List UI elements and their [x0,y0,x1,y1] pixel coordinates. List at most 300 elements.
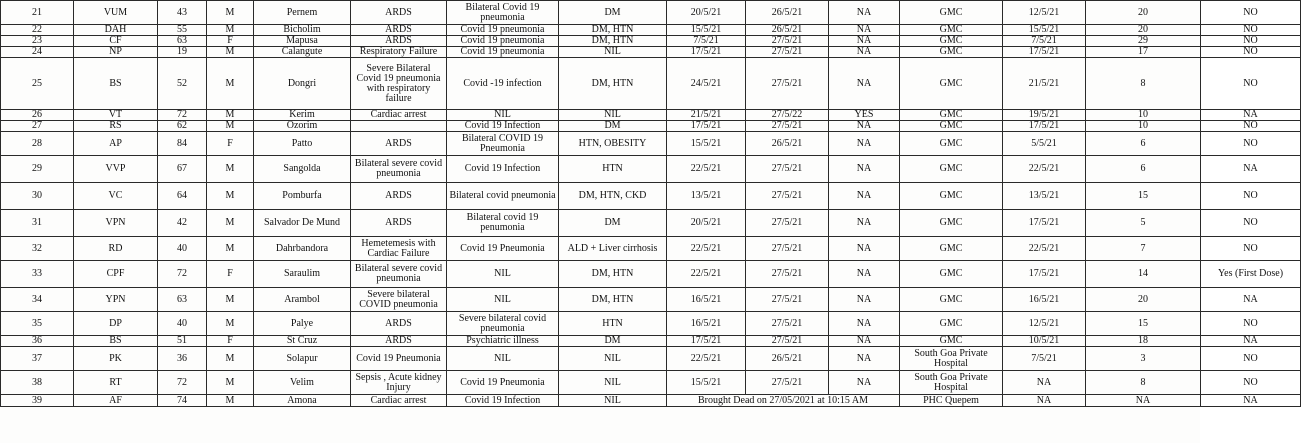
table-cell: F [207,336,254,347]
table-cell: NA [1086,395,1201,407]
table-cell: NO [1201,58,1301,110]
table-cell: 27/5/21 [746,183,829,210]
table-cell: 19 [158,47,207,58]
table-cell: NO [1201,25,1301,36]
table-cell: 30 [1,183,74,210]
table-cell: 27/5/21 [746,156,829,183]
table-cell: 17/5/21 [1003,47,1086,58]
table-cell: Arambol [254,288,351,312]
table-cell: Bilateral severe covid pneumonia [351,261,447,288]
table-cell: Amona [254,395,351,407]
table-cell: NO [1201,1,1301,25]
table-cell: Bilateral Covid 19 pneumonia [447,1,559,25]
table-cell: 22/5/21 [667,237,746,261]
table-cell: GMC [900,47,1003,58]
table-cell: GMC [900,25,1003,36]
table-cell: 34 [1,288,74,312]
table-cell: 26/5/21 [746,347,829,371]
table-cell: 3 [1086,347,1201,371]
table-row [1,156,1301,183]
table-cell: 74 [158,395,207,407]
table-cell: 27/5/21 [746,237,829,261]
table-cell: 37 [1,347,74,371]
table-row [1,110,1301,121]
table-cell: DM, HTN [559,261,667,288]
table-cell: 12/5/21 [1003,312,1086,336]
table-cell: NA [1201,156,1301,183]
table-cell: Salvador De Mund [254,210,351,237]
table-cell: 21/5/21 [1003,58,1086,110]
table-cell: 15/5/21 [1003,25,1086,36]
table-cell: NO [1201,47,1301,58]
table-cell: NA [829,210,900,237]
table-cell: GMC [900,36,1003,47]
table-cell: 21 [1,1,74,25]
table-cell: NO [1201,371,1301,395]
table-cell: ARDS [351,25,447,36]
table-cell: VC [74,183,158,210]
table-cell: ALD + Liver cirrhosis [559,237,667,261]
table-cell: 52 [158,58,207,110]
table-body [1,1,1301,407]
table-cell: 72 [158,110,207,121]
table-cell: YPN [74,288,158,312]
table-cell: 6 [1086,132,1201,156]
table-cell: 7/5/21 [667,36,746,47]
table-cell: 43 [158,1,207,25]
table-cell: Pomburfa [254,183,351,210]
table-cell: 6 [1086,156,1201,183]
table-cell: 20/5/21 [667,1,746,25]
table-cell: 32 [1,237,74,261]
table-cell: Pernem [254,1,351,25]
table-cell: DM [559,210,667,237]
table-cell: Psychiatric illness [447,336,559,347]
table-cell: NA [829,121,900,132]
table-cell: GMC [900,336,1003,347]
table-cell: VVP [74,156,158,183]
table-cell: GMC [900,58,1003,110]
table-cell: 42 [158,210,207,237]
table-cell: ARDS [351,312,447,336]
table-cell: 29 [1086,36,1201,47]
table-cell: 20 [1086,288,1201,312]
table-cell: 26/5/21 [746,1,829,25]
table-cell: 17/5/21 [667,47,746,58]
table-cell: NA [1201,110,1301,121]
table-cell: St Cruz [254,336,351,347]
table-cell: 10 [1086,121,1201,132]
table-cell: Respiratory Failure [351,47,447,58]
table-cell: NA [829,288,900,312]
table-cell: Dahrbandora [254,237,351,261]
table-cell: RS [74,121,158,132]
table-cell: 72 [158,261,207,288]
table-row [1,183,1301,210]
table-cell: 15 [1086,312,1201,336]
table-cell: RD [74,237,158,261]
table-cell: 17/5/21 [667,336,746,347]
table-cell: NA [829,1,900,25]
table-row [1,36,1301,47]
table-cell: Sangolda [254,156,351,183]
table-cell: 40 [158,237,207,261]
table-cell: 15/5/21 [667,25,746,36]
table-cell: 5/5/21 [1003,132,1086,156]
table-cell: DM [559,1,667,25]
table-cell: Covid 19 pneumonia [447,47,559,58]
table-cell: NA [829,25,900,36]
table-cell: 7 [1086,237,1201,261]
table-cell: 17 [1086,47,1201,58]
table-cell: 33 [1,261,74,288]
table-cell: NA [829,371,900,395]
table-row [1,347,1301,371]
table-cell: Dongri [254,58,351,110]
table-cell: ARDS [351,210,447,237]
table-row [1,132,1301,156]
table-cell: South Goa Private Hospital [900,371,1003,395]
table-cell: F [207,132,254,156]
table-cell: 51 [158,336,207,347]
table-cell: DP [74,312,158,336]
table-cell: YES [829,110,900,121]
table-cell: NO [1201,121,1301,132]
table-cell: Covid 19 Infection [447,121,559,132]
table-cell: 7/5/21 [1003,36,1086,47]
table-row [1,237,1301,261]
table-cell: VT [74,110,158,121]
table-cell: Ozorim [254,121,351,132]
table-row [1,121,1301,132]
table-cell: ARDS [351,336,447,347]
table-row [1,395,1301,407]
table-cell: DM, HTN [559,25,667,36]
table-cell: GMC [900,110,1003,121]
table-cell: GMC [900,288,1003,312]
table-cell: NA [829,336,900,347]
table-cell: 17/5/21 [1003,261,1086,288]
table-cell: 27/5/21 [746,36,829,47]
table-cell: 22/5/21 [667,261,746,288]
table-cell: 20/5/21 [667,210,746,237]
table-cell: Covid 19 Infection [447,156,559,183]
table-cell: 10/5/21 [1003,336,1086,347]
table-cell: 22/5/21 [1003,237,1086,261]
table-cell: 26/5/21 [746,25,829,36]
table-cell: Saraulim [254,261,351,288]
table-cell: Covid 19 Infection [447,395,559,407]
table-cell: Covid 19 pneumonia [447,36,559,47]
table-row [1,58,1301,110]
table-row [1,210,1301,237]
table-cell: 24/5/21 [667,58,746,110]
table-cell: NA [829,156,900,183]
table-cell: 63 [158,288,207,312]
table-cell: ARDS [351,183,447,210]
table-cell: NIL [559,371,667,395]
table-cell: GMC [900,183,1003,210]
table-cell: Severe bilateral COVID pneumonia [351,288,447,312]
table-cell: ARDS [351,132,447,156]
table-cell: GMC [900,312,1003,336]
table-cell: NO [1201,183,1301,210]
table-row [1,47,1301,58]
table-cell: GMC [900,156,1003,183]
table-cell: M [207,110,254,121]
table-cell: 22/5/21 [667,347,746,371]
table-cell: NA [1003,395,1086,407]
table-cell: NIL [447,288,559,312]
table-cell: NA [829,58,900,110]
table-cell: NO [1201,347,1301,371]
table-cell: Covid 19 Pneumonia [447,237,559,261]
table-cell: 27/5/21 [746,210,829,237]
table-cell: 16/5/21 [667,288,746,312]
table-cell: 84 [158,132,207,156]
table-cell: DM, HTN, CKD [559,183,667,210]
table-cell: Covid 19 Pneumonia [351,347,447,371]
table-cell: NO [1201,36,1301,47]
table-cell: DM [559,121,667,132]
table-cell: 25 [1,58,74,110]
table-cell: Bicholim [254,25,351,36]
table-cell: NIL [559,110,667,121]
table-cell: 27/5/21 [746,336,829,347]
table-cell: VUM [74,1,158,25]
table-cell: 67 [158,156,207,183]
table-cell: 8 [1086,371,1201,395]
table-cell: Brought Dead on 27/05/2021 at 10:15 AM [667,395,900,407]
table-cell: M [207,210,254,237]
table-cell: NIL [559,395,667,407]
table-cell: NO [1201,210,1301,237]
table-cell: Patto [254,132,351,156]
table-cell: NO [1201,312,1301,336]
table-cell: Solapur [254,347,351,371]
table-cell: NIL [447,110,559,121]
table-cell: 7/5/21 [1003,347,1086,371]
table-cell: CPF [74,261,158,288]
table-cell: M [207,288,254,312]
table-row [1,1,1301,25]
table-cell: 20 [1086,25,1201,36]
table-cell: F [207,261,254,288]
table-cell: 13/5/21 [667,183,746,210]
table-cell: AP [74,132,158,156]
table-cell: HTN, OBESITY [559,132,667,156]
table-cell: 16/5/21 [667,312,746,336]
table-cell: DM [559,336,667,347]
table-cell: Velim [254,371,351,395]
table-cell: BS [74,58,158,110]
table-cell: 40 [158,312,207,336]
table-cell: NA [829,47,900,58]
table-row [1,261,1301,288]
table-cell: CF [74,36,158,47]
table-cell: DAH [74,25,158,36]
table-cell: DM, HTN [559,58,667,110]
table-cell: GMC [900,132,1003,156]
table-cell: HTN [559,156,667,183]
table-cell: 35 [1,312,74,336]
table-cell: 27/5/21 [746,121,829,132]
table-cell: VPN [74,210,158,237]
table-cell: M [207,347,254,371]
table-cell: NO [1201,237,1301,261]
table-cell: BS [74,336,158,347]
table-cell: Hemetemesis with Cardiac Failure [351,237,447,261]
table-cell: Covid 19 Pneumonia [447,371,559,395]
table-cell: GMC [900,210,1003,237]
table-cell: Covid -19 infection [447,58,559,110]
table-cell: M [207,395,254,407]
table-cell: 16/5/21 [1003,288,1086,312]
table-row [1,336,1301,347]
table-cell: 27/5/21 [746,47,829,58]
table-cell: Severe Bilateral Covid 19 pneumonia with respiratory failure [351,58,447,110]
table-cell: NA [829,183,900,210]
table-cell: PK [74,347,158,371]
table-cell: M [207,121,254,132]
table-cell: Bilateral COVID 19 Pneumonia [447,132,559,156]
table-cell: Covid 19 pneumonia [447,25,559,36]
table-cell: M [207,312,254,336]
table-cell: South Goa Private Hospital [900,347,1003,371]
table-cell: 15 [1086,183,1201,210]
table-cell: DM, HTN [559,288,667,312]
table-cell: 22/5/21 [1003,156,1086,183]
table-cell: Sepsis , Acute kidney Injury [351,371,447,395]
table-cell: M [207,58,254,110]
table-cell: NA [1201,336,1301,347]
table-row [1,25,1301,36]
table-cell: 22/5/21 [667,156,746,183]
table-cell: PHC Quepem [900,395,1003,407]
table-cell: 17/5/21 [667,121,746,132]
table-cell: NIL [447,347,559,371]
table-cell: 21/5/21 [667,110,746,121]
table-cell: F [207,36,254,47]
table-cell: 64 [158,183,207,210]
table-cell: Calangute [254,47,351,58]
table-cell: 20 [1086,1,1201,25]
table-cell: 63 [158,36,207,47]
table-cell: 26/5/21 [746,132,829,156]
table-cell: 27/5/21 [746,58,829,110]
table-cell: Palye [254,312,351,336]
table-cell: 55 [158,25,207,36]
table-cell: 22 [1,25,74,36]
table-cell: RT [74,371,158,395]
table-cell: 27/5/21 [746,371,829,395]
table-cell: NA [829,347,900,371]
table-cell: M [207,25,254,36]
table-cell: NA [829,261,900,288]
table-cell: Bilateral covid 19 penumonia [447,210,559,237]
table-cell: 19/5/21 [1003,110,1086,121]
table-cell: NA [1201,288,1301,312]
table-cell: 29 [1,156,74,183]
table-cell: 24 [1,47,74,58]
table-cell: 15/5/21 [667,132,746,156]
table-cell: AF [74,395,158,407]
table-cell: 17/5/21 [1003,121,1086,132]
table-cell: M [207,371,254,395]
table-cell: M [207,156,254,183]
table-cell: 15/5/21 [667,371,746,395]
table-cell: Yes (First Dose) [1201,261,1301,288]
table-cell: 36 [158,347,207,371]
table-cell: NA [1201,395,1301,407]
table-cell: 23 [1,36,74,47]
table-row [1,371,1301,395]
table-cell: 12/5/21 [1003,1,1086,25]
table-cell: Severe bilateral covid pneumonia [447,312,559,336]
table-cell: Bilateral covid pneumonia [447,183,559,210]
table-cell: 5 [1086,210,1201,237]
table-cell: 72 [158,371,207,395]
table-cell: NP [74,47,158,58]
table-cell: GMC [900,261,1003,288]
table-cell: 62 [158,121,207,132]
table-cell: M [207,1,254,25]
table-cell: M [207,183,254,210]
table-cell: NA [829,312,900,336]
table-cell: 17/5/21 [1003,210,1086,237]
table-cell: 27/5/22 [746,110,829,121]
table-cell: NIL [559,347,667,371]
table-cell: Cardiac arrest [351,110,447,121]
table-cell: NIL [559,47,667,58]
table-cell: 31 [1,210,74,237]
table-cell: 28 [1,132,74,156]
table-cell: NIL [447,261,559,288]
table-cell: Cardiac arrest [351,395,447,407]
table-cell: 36 [1,336,74,347]
table-cell: 27 [1,121,74,132]
table-cell: 13/5/21 [1003,183,1086,210]
table-cell: Mapusa [254,36,351,47]
table-cell: DM, HTN [559,36,667,47]
table-cell: 27/5/21 [746,288,829,312]
table-cell: HTN [559,312,667,336]
table-cell: NA [829,132,900,156]
table-cell: 27/5/21 [746,261,829,288]
table-cell: M [207,47,254,58]
table-cell: ARDS [351,1,447,25]
table-row [1,312,1301,336]
table-cell: Kerim [254,110,351,121]
table-cell-empty [351,121,447,132]
table-cell: 10 [1086,110,1201,121]
table-cell: 18 [1086,336,1201,347]
table-cell: GMC [900,1,1003,25]
table-cell: NA [829,237,900,261]
table-cell: GMC [900,237,1003,261]
table-cell: NA [829,36,900,47]
table-cell: 8 [1086,58,1201,110]
table-cell: NO [1201,132,1301,156]
table-cell: 38 [1,371,74,395]
table-cell: NA [1003,371,1086,395]
table-cell: GMC [900,121,1003,132]
table-cell: M [207,237,254,261]
table-cell: 26 [1,110,74,121]
table-cell: ARDS [351,36,447,47]
table-row [1,288,1301,312]
table-cell: 27/5/21 [746,312,829,336]
